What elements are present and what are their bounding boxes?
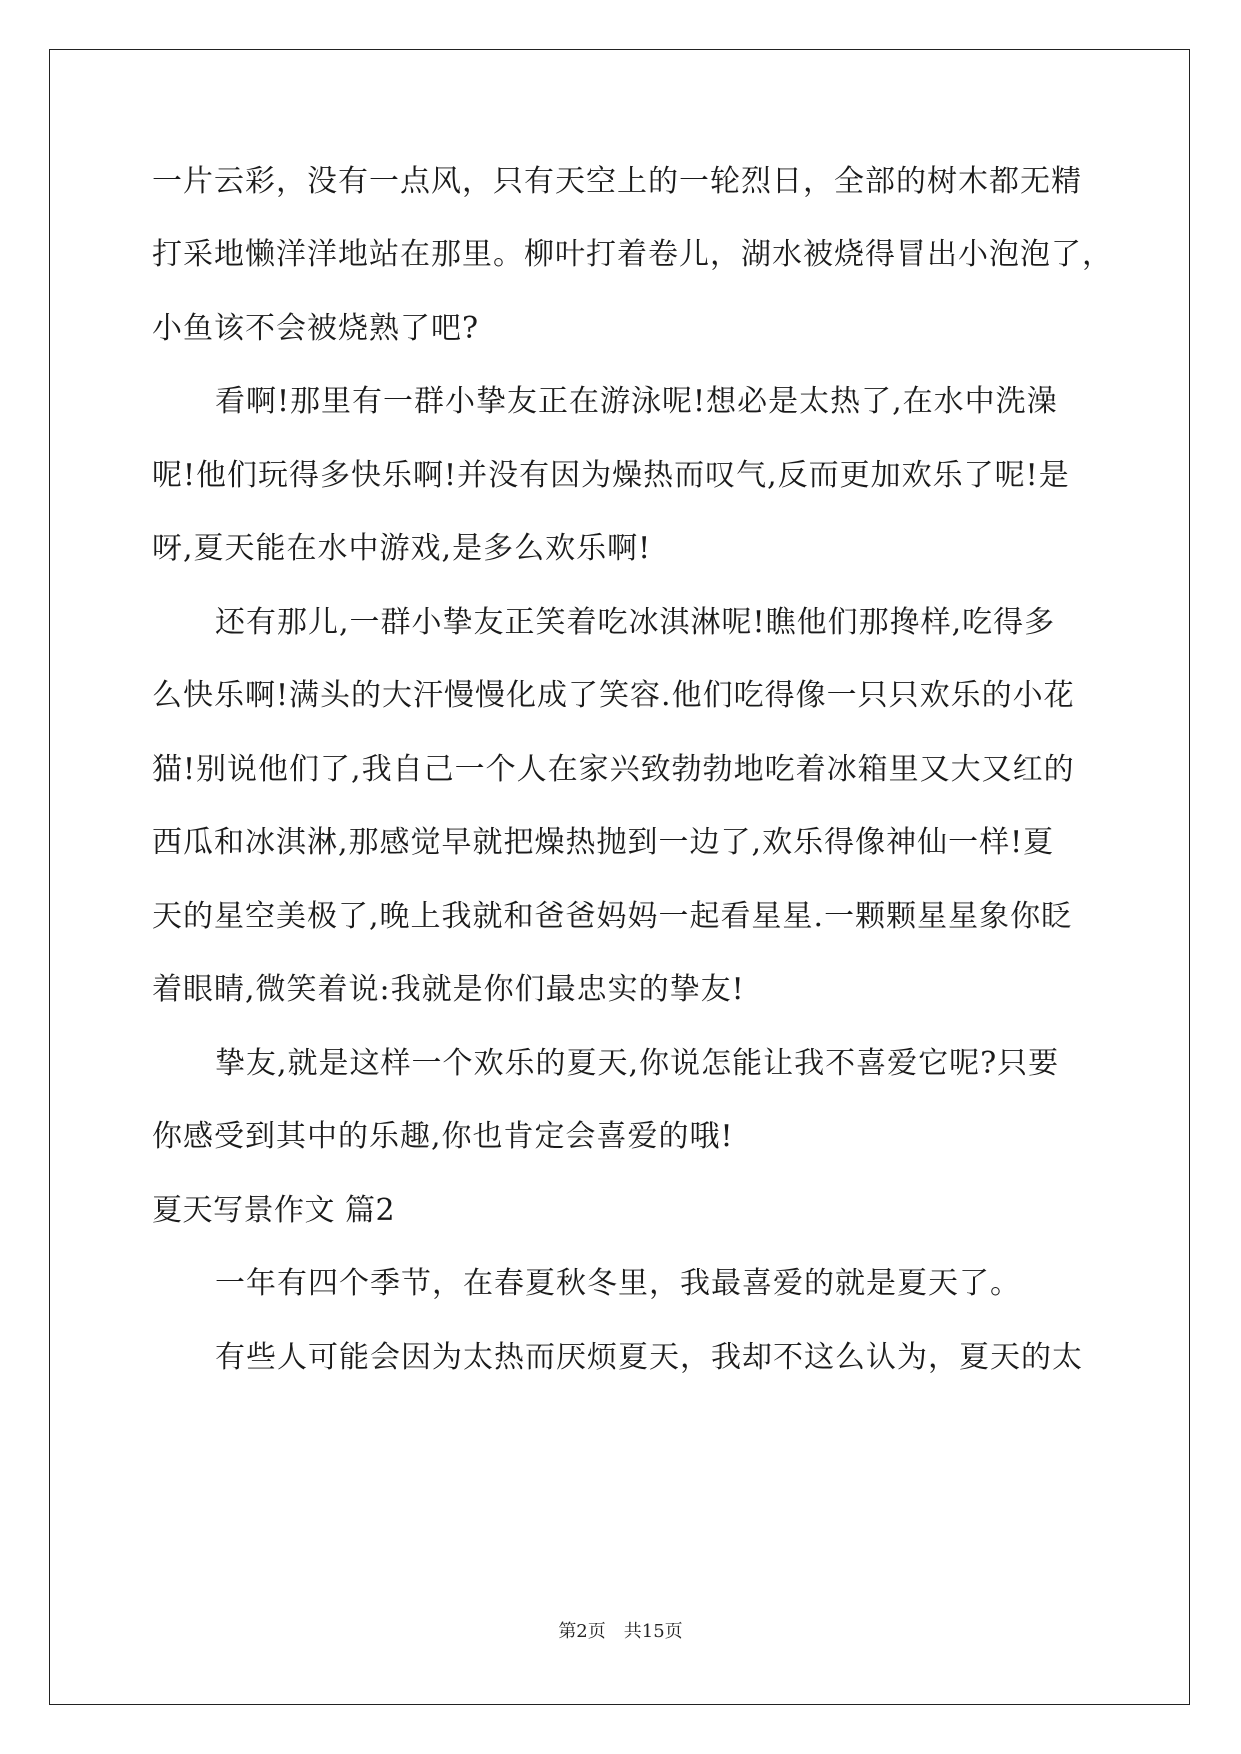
paragraph-line: 还有那儿,一群小挚友正笑着吃冰淇淋呢!瞧他们那搀样,吃得多 — [215, 605, 1056, 640]
paragraph-line: 有些人可能会因为太热而厌烦夏天，我却不这么认为，夏天的太 — [215, 1340, 1083, 1375]
paragraph-line: 猫!别说他们了,我自己一个人在家兴致勃勃地吃着冰箱里又大又红的 — [152, 752, 1075, 787]
page-footer — [0, 1620, 1241, 1644]
paragraph-line: 打采地懒洋洋地站在那里。柳叶打着卷儿，湖水被烧得冒出小泡泡了， — [152, 237, 1113, 272]
section-heading: 夏天写景作文 篇2 — [152, 1193, 396, 1228]
paragraph-line: 西瓜和冰淇淋,那感觉早就把燥热抛到一边了,欢乐得像神仙一样!夏 — [152, 825, 1055, 860]
paragraph-line: 挚友,就是这样一个欢乐的夏天,你说怎能让我不喜爱它呢?只要 — [215, 1046, 1060, 1081]
paragraph-line: 么快乐啊!满头的大汗慢慢化成了笑容.他们吃得像一只只欢乐的小花 — [152, 678, 1075, 713]
paragraph-line: 呀,夏天能在水中游戏,是多么欢乐啊! — [152, 531, 652, 566]
page-total: 共15页 — [623, 1621, 683, 1642]
page-border — [49, 49, 1190, 1705]
paragraph-line: 天的星空美极了,晚上我就和爸爸妈妈一起看星星.一颗颗星星象你眨 — [152, 899, 1073, 934]
paragraph-line: 着眼睛,微笑着说:我就是你们最忠实的挚友! — [152, 972, 745, 1007]
paragraph-line: 呢!他们玩得多快乐啊!并没有因为燥热而叹气,反而更加欢乐了呢!是 — [152, 458, 1070, 493]
page-number: 第2页 — [558, 1621, 606, 1642]
paragraph-line: 你感受到其中的乐趣,你也肯定会喜爱的哦! — [152, 1119, 734, 1154]
paragraph-line: 小鱼该不会被烧熟了吧? — [152, 311, 480, 346]
paragraph-line: 看啊!那里有一群小挚友正在游泳呢!想必是太热了,在水中洗澡 — [215, 384, 1058, 419]
paragraph-line: 一年有四个季节，在春夏秋冬里，我最喜爱的就是夏天了。 — [215, 1266, 1021, 1301]
paragraph-line: 一片云彩，没有一点风，只有天空上的一轮烈日，全部的树木都无精 — [152, 164, 1082, 199]
